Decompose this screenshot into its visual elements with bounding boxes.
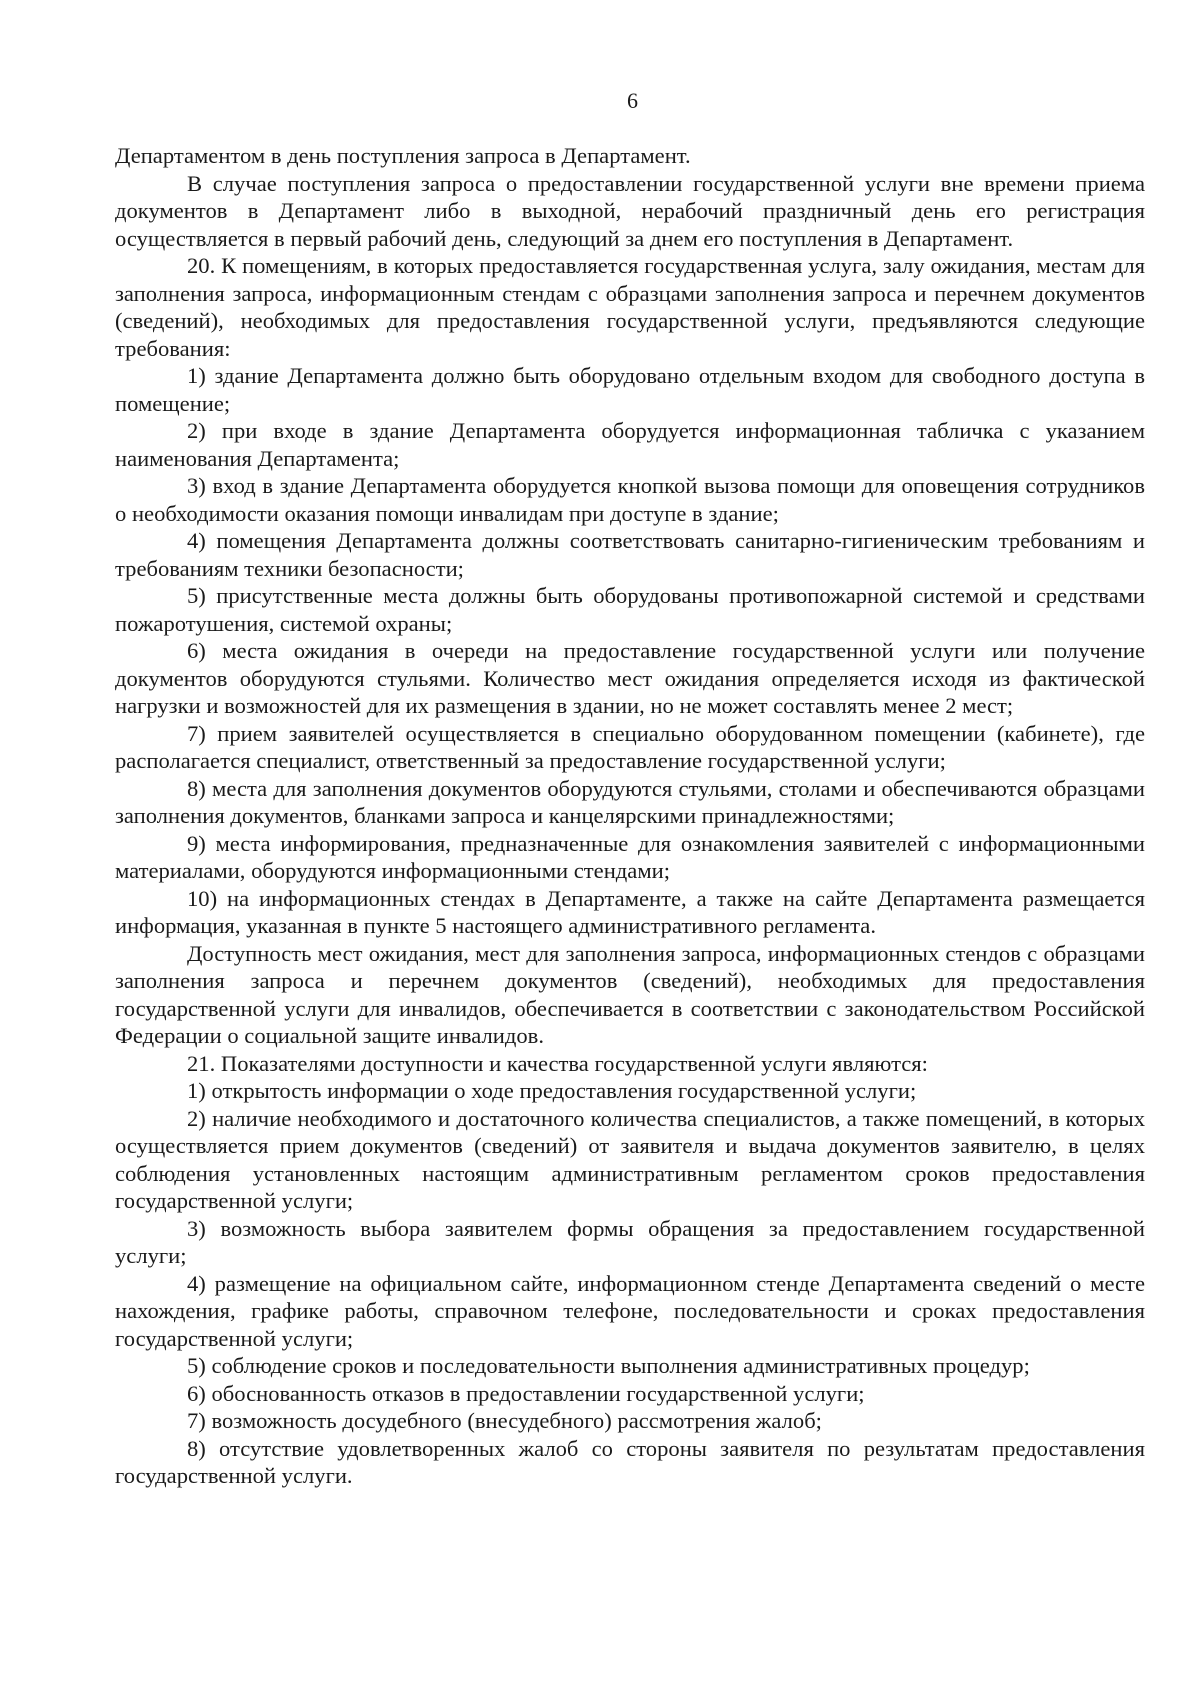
document-body	[115, 142, 1145, 1490]
paragraph-indicator-3: 3) возможность выбора заявителем формы обращения за предоставлением государственной услуги;	[115, 1215, 1145, 1268]
paragraph-indicator-4: 4) размещение на официальном сайте, информационном стенде Департамента сведений о месте нахождения, графике работы, справочном телефоне, последовательности и сроках предоставления государственной услуги;	[115, 1270, 1145, 1351]
paragraph-req-7: 7) прием заявителей осуществляется в специально оборудованном помещении (кабинете), где располагается специалист, ответственный за предоставление государственной услуги;	[115, 720, 1145, 773]
paragraph-accessibility: Доступность мест ожидания, мест для заполнения запроса, информационных стендов с образцами заполнения запроса и перечнем документов (сведений), необходимых для предоставления государственной услуги для инвалидов, обеспечивается в соответствии с законодательством Российской Федерации о социальной защите инвалидов.	[115, 940, 1145, 1048]
paragraph-registration-off-hours: В случае поступления запроса о предоставлении государственной услуги вне времени приема документов в Департамент либо в выходной, нерабочий праздничный день его регистрация осуществляется в первый рабочий день, следующий за днем его поступления в Департамент.	[115, 170, 1145, 251]
paragraph-req-9: 9) места информирования, предназначенные для ознакомления заявителей с информационными материалами, оборудуются информационными стендами;	[115, 830, 1145, 883]
paragraph-indicator-6: 6) обоснованность отказов в предоставлении государственной услуги;	[187, 1380, 865, 1406]
paragraph-req-5: 5) присутственные места должны быть оборудованы противопожарной системой и средствами пожаротушения, системой охраны;	[115, 583, 1145, 636]
paragraph-indicator-8: 8) отсутствие удовлетворенных жалоб со стороны заявителя по результатам предоставления государственной услуги.	[115, 1435, 1145, 1488]
paragraph-indicator-1: 1) открытость информации о ходе предоставления государственной услуги;	[187, 1078, 917, 1103]
paragraph-item-21: 21. Показателями доступности и качества государственной услуги являются:	[187, 1050, 928, 1076]
paragraph-req-1: 1) здание Департамента должно быть оборудовано отдельным входом для свободного доступа в помещение;	[115, 363, 1145, 416]
paragraph-indicator-7: 7) возможность досудебного (внесудебного) рассмотрения жалоб;	[187, 1408, 822, 1433]
paragraph-continuation: Департаментом в день поступления запроса в Департамент.	[115, 143, 691, 168]
paragraph-req-8: 8) места для заполнения документов оборудуются стульями, столами и обеспечиваются образцами заполнения документов, бланками запроса и канцелярскими принадлежностями;	[115, 775, 1145, 828]
paragraph-req-3: 3) вход в здание Департамента оборудуется кнопкой вызова помощи для оповещения сотрудников о необходимости оказания помощи инвалидам при доступе в здание;	[115, 473, 1145, 526]
paragraph-item-20: 20. К помещениям, в которых предоставляется государственная услуга, залу ожидания, местам для заполнения запроса, информационным стендам с образцами заполнения запроса и перечнем документов (сведений), необходимых для предоставления государственной услуги, предъявляются следующие требования:	[115, 253, 1145, 361]
paragraph-req-6: 6) места ожидания в очереди на предоставление государственной услуги или получение документов оборудуются стульями. Количество мест ожидания определяется исходя из фактической нагрузки и возможностей для их размещения в здании, но не может составлять менее 2 мест;	[115, 638, 1145, 718]
page-number: 6	[627, 88, 638, 113]
paragraph-req-4: 4) помещения Департамента должны соответствовать санитарно-гигиеническим требованиям и требованиям техники безопасности;	[115, 528, 1145, 581]
paragraph-req-2: 2) при входе в здание Департамента оборудуется информационная табличка с указанием наименования Департамента;	[115, 418, 1145, 471]
paragraph-req-10: 10) на информационных стендах в Департаменте, а также на сайте Департамента размещается информация, указанная в пункте 5 настоящего административного регламента.	[115, 885, 1145, 938]
paragraph-indicator-2: 2) наличие необходимого и достаточного количества специалистов, а также помещений, в которых осуществляется прием документов (сведений) от заявителя и выдача документов заявителю, в целях соблюдения установленных настоящим административным регламентом сроков предоставления государственной услуги;	[115, 1105, 1145, 1213]
paragraph-indicator-5: 5) соблюдение сроков и последовательности выполнения административных процедур;	[187, 1353, 1030, 1378]
